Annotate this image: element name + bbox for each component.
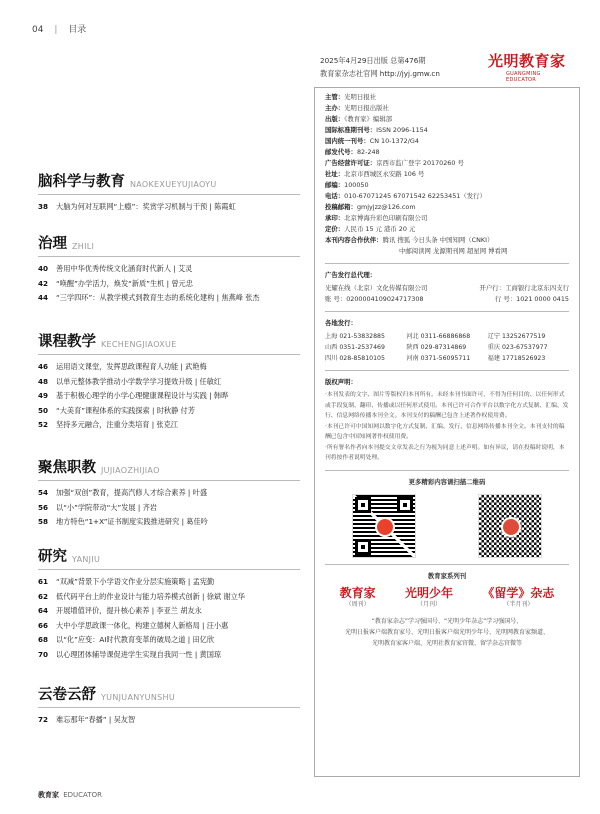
section-title: 治理	[38, 236, 67, 252]
brand-logo	[404, 585, 453, 610]
entry-title: 加强“双创”教育，提高汽修人才综合素养 | 叶盛	[56, 488, 208, 497]
masthead-row	[325, 92, 569, 103]
header-section: 目录	[68, 25, 87, 35]
page-footer	[38, 790, 102, 800]
ad-line-2	[325, 294, 569, 305]
section-heading	[38, 456, 300, 481]
entry-page: 48	[38, 376, 49, 386]
masthead-value: 京西市监广登字 20170260 号	[376, 159, 464, 167]
section-title: 研究	[38, 549, 67, 565]
masthead-row	[325, 103, 569, 114]
section-title: 聚焦职教	[38, 460, 96, 476]
toc-section	[38, 683, 300, 728]
accounts-line: “教育家杂志”学习强国号、“光明少年杂志”学习强国号、	[371, 617, 523, 625]
divider	[325, 470, 569, 471]
issue-date: 2025年4月29日出版 总第476期	[320, 56, 426, 65]
section-heading	[38, 683, 300, 708]
accounts-line: 光明教育家客户端、光明社教育家官微、留学杂志官微等	[371, 639, 522, 647]
entry-title: 大脑为何对互联网“上瘾”：奖赏学习机制与干预 | 陈霞虹	[56, 202, 236, 211]
section-pinyin: NAOKEXUEYUJIAOYU	[130, 180, 217, 189]
brand-name: 教育家	[339, 585, 376, 600]
section-heading	[38, 232, 300, 257]
entry-page: 72	[38, 715, 49, 724]
entry-page: 49	[38, 391, 49, 400]
masthead-key: 广告经营许可证：	[325, 159, 377, 167]
toc-entry[interactable]	[38, 713, 300, 728]
ad-account: 账 号：0200004109024717308	[325, 295, 424, 303]
masthead-key: 国内统一刊号：	[325, 137, 370, 145]
masthead-value: 82-248	[356, 148, 380, 156]
series-title: 教育家系列刊	[427, 571, 467, 580]
masthead-row	[325, 169, 569, 180]
entry-page: 58	[38, 517, 49, 526]
brand-logo	[339, 585, 376, 610]
copyright-block	[325, 377, 569, 464]
toc-entry[interactable]	[38, 619, 300, 634]
toc-entry[interactable]	[38, 291, 300, 306]
toc-section	[38, 330, 300, 433]
ad-title: 广告发行总代理：	[325, 271, 377, 279]
sales-contact: 河北 0311-66886868	[406, 333, 471, 340]
entry-title: 基于积极心理学的小学心理健康课程设计与实践 | 韩晔	[56, 391, 229, 400]
entry-title: 开展增值评价，提升核心素养 | 李亚兰 胡友永	[56, 606, 202, 615]
divider	[325, 263, 569, 264]
masthead-value: 光明日报出版社	[344, 104, 389, 112]
masthead-value: 《教育家》编辑部	[344, 115, 393, 123]
issue-site: 教育家杂志社官网 http://jyj.gmw.cn	[320, 69, 440, 78]
entry-title: 运用语文课堂，发挥思政课程育人功能 | 武艳梅	[56, 362, 207, 371]
brand-name: 《留学》杂志	[482, 585, 555, 600]
entry-title: 善用中华优秀传统文化涵育时代新人 | 艾灵	[56, 264, 193, 273]
entry-title: 难忘那年“春播” | 吴友智	[56, 715, 136, 724]
sales-contact: 四川 028-85810105	[325, 355, 385, 362]
copyright-para: ·本刊发表的文字、图片等版权归本刊所有。未经本刊书面许可，不得为任何目的、以任何形式或手段复制、翻印、传播或以任何形式使用。本刊已许可合作平台以数字化方式复制、汇编、发行、信息网络传播本刊全文。本刊支付的稿酬已包含上述著作权使用费。	[325, 392, 569, 419]
page-number: 04	[32, 25, 44, 35]
entry-page: 70	[38, 649, 49, 659]
toc-entry[interactable]	[38, 360, 300, 375]
brand-name: 光明少年	[404, 585, 453, 600]
entry-title: “唤醒”办学活力，焕发“新质”生机 | 曾元忠	[56, 278, 193, 288]
copyright-para: ·所有署名作者向本刊提交文章发表之行为视为同意上述声明。如有异议，请在投稿时说明，本刊将按作者说明处理。	[325, 444, 565, 461]
masthead-row	[325, 158, 569, 169]
ad-line-1	[325, 283, 569, 294]
masthead-key: 社址：	[325, 170, 345, 178]
sales-contact: 河南 0371-56095711	[406, 355, 471, 362]
logo-name: 光明教育家	[488, 52, 566, 70]
toc-entry[interactable]	[38, 418, 300, 433]
page-header	[32, 22, 86, 35]
qr-code-icon	[352, 494, 416, 558]
masthead-value: 100050	[344, 181, 369, 189]
entry-title: 大中小学思政课一体化，构建立德树人新格局 | 汪小惠	[56, 620, 229, 630]
copyright-para: ·本刊已许可中国知网以数字化方式复制、汇编、发行、信息网络传播本刊全文。本刊支付的稿酬已包含中国知网著作权使用费。	[325, 423, 565, 440]
qr-logo-icon	[501, 517, 521, 537]
masthead-row	[325, 213, 569, 224]
toc-section	[38, 232, 300, 306]
ad-agency-block	[325, 270, 569, 305]
sales-block	[325, 318, 569, 364]
brand-frequency: （周刊）	[345, 600, 370, 608]
section-pinyin: JUJIAOZHIJIAO	[101, 466, 160, 475]
masthead-key: 邮发代号：	[325, 148, 357, 156]
toc-entry[interactable]	[38, 604, 300, 619]
masthead-value: CN 10-1372/G4	[369, 137, 419, 145]
masthead-key: 电话：	[325, 192, 345, 200]
entry-title: 坚持多元融合，注重分类培育 | 张克江	[56, 420, 178, 429]
entry-title: 以“化”应变：AI时代教育变革的破局之道 | 田亿欣	[56, 635, 215, 644]
masthead-key: 定价：	[325, 225, 345, 233]
masthead-value: 光明日报社	[344, 93, 377, 101]
masthead-box	[314, 87, 580, 777]
brand-frequency: （月刊）	[416, 600, 441, 608]
entry-title: 以“小”学院带动“大”发展 | 齐岩	[56, 502, 157, 512]
sales-title: 各地发行：	[325, 319, 357, 327]
entry-title: 以心理团体辅导课促进学生实现自我同一性 | 黄国琼	[56, 649, 222, 659]
toc-entry[interactable]	[38, 648, 300, 663]
sales-grid	[325, 331, 569, 364]
ad-company: 光耀在线（北京）文化传媒有限公司	[325, 284, 428, 292]
section-heading	[38, 545, 300, 570]
toc-entry[interactable]	[38, 590, 300, 605]
entry-page: 44	[38, 293, 49, 302]
section-title: 课程教学	[38, 334, 96, 350]
divider	[325, 370, 569, 371]
sales-contact: 山西 0351-2537469	[325, 344, 385, 351]
sales-contact: 陕西 029-87314869	[406, 344, 467, 351]
entry-page: 50	[38, 405, 49, 415]
masthead-row	[325, 114, 569, 125]
masthead-key: 出版：	[325, 115, 345, 123]
ad-bank: 开户行：工商银行北京东四支行	[479, 284, 569, 292]
toc-section	[38, 545, 300, 662]
masthead-key: 邮编：	[325, 181, 345, 189]
entry-page: 61	[38, 577, 49, 586]
qr-title: 更多精彩内容请扫描二维码	[408, 477, 486, 486]
toc-entry[interactable]	[38, 501, 300, 516]
logo-english: GUANGMING EDUCATOR	[506, 71, 541, 83]
accounts-text	[325, 616, 569, 649]
masthead-row	[325, 147, 569, 158]
copyright-title: 版权声明：	[325, 378, 357, 386]
entry-title: 以单元整体教学推动小学数学学习提效升级 | 任敏红	[56, 376, 222, 386]
masthead-row	[325, 125, 569, 136]
masthead-key: 投稿邮箱：	[325, 203, 357, 211]
qr-codes	[325, 494, 569, 558]
toc-entry[interactable]	[38, 375, 300, 390]
entry-title: 地方特色“1+X”证书制度实践推进研究 | 葛佳吟	[56, 517, 208, 526]
footer-brand: 教育家	[38, 791, 59, 799]
section-pinyin: ZHILI	[72, 242, 95, 251]
toc-section	[38, 170, 300, 215]
masthead-key: 主办：	[325, 104, 345, 112]
toc-entry[interactable]	[38, 575, 300, 590]
toc-entry[interactable]	[38, 389, 300, 404]
masthead-value: 北京博海升彩色印刷有限公司	[344, 214, 428, 222]
entry-title: “三学四环”：从教学模式到教育生态的系统化建构 | 焦燕峰 张杰	[56, 293, 260, 302]
masthead-row	[325, 202, 569, 213]
masthead-value: 人民币 15 元 港币 20 元	[344, 225, 416, 233]
section-heading	[38, 170, 300, 195]
partners-line-2: 中邮阅读网 龙源期刊网 超星网 博看网	[399, 247, 508, 255]
entry-title: “大美育”课程体系的实践探索 | 时秋静 付芳	[56, 405, 195, 415]
entry-page: 68	[38, 635, 49, 644]
sales-contact: 上海 021-53832885	[325, 333, 385, 340]
entry-page: 46	[38, 362, 49, 371]
entry-title: 低代码平台上的作业设计与能力培养模式创新 | 徐斌 谢立华	[56, 591, 245, 601]
masthead-key: 承印：	[325, 214, 345, 222]
section-title: 云卷云舒	[38, 687, 96, 703]
entry-page: 52	[38, 420, 49, 429]
divider	[325, 311, 569, 312]
entry-title: “双减”背景下小学语文作业分层实施策略 | 孟宪勤	[56, 577, 215, 586]
ad-bankno: 行 号：1021 0000 0415	[494, 295, 569, 303]
toc-section	[38, 456, 300, 530]
masthead-row	[325, 191, 569, 202]
entry-page: 64	[38, 606, 49, 615]
entry-page: 40	[38, 264, 49, 273]
section-pinyin: YUNJUANYUNSHU	[101, 693, 175, 702]
guangming-educator-logo	[488, 50, 568, 83]
masthead-value: 北京市西城区永安路 106 号	[344, 170, 425, 178]
toc-entry[interactable]	[38, 277, 300, 292]
entry-page: 42	[38, 278, 49, 288]
section-pinyin: KECHENGJIAOXUE	[101, 340, 177, 349]
issue-info	[320, 54, 440, 80]
toc-entry[interactable]	[38, 515, 300, 530]
accounts-line: 光明日报客户端教育家号、光明日报客户端光明少年号、光明网教育家频道、	[344, 628, 549, 636]
masthead-info	[325, 92, 569, 246]
toc-entry[interactable]	[38, 200, 300, 215]
header-separator: |	[54, 25, 58, 35]
entry-page: 62	[38, 591, 49, 601]
masthead-row	[325, 136, 569, 147]
brand-logos	[325, 585, 569, 610]
masthead-value: gmjyjzz@126.com	[356, 203, 416, 211]
toc-entry[interactable]	[38, 262, 300, 277]
masthead-key: 本刊内容合作伙伴：	[325, 236, 383, 244]
entry-page: 66	[38, 620, 49, 630]
masthead-row	[325, 180, 569, 191]
masthead-key: 国际标准期刊号：	[325, 126, 377, 134]
sales-contact: 重庆 023-67537977	[487, 344, 548, 351]
masthead-row	[325, 235, 569, 246]
qr-logo-icon	[375, 517, 395, 537]
entry-page: 54	[38, 488, 49, 497]
sales-contact: 辽宁 13252677519	[487, 333, 546, 340]
masthead-value: ISSN 2096-1154	[376, 126, 428, 134]
entry-page: 38	[38, 202, 49, 211]
divider	[325, 564, 569, 565]
masthead-value: 腾讯 搜狐 今日头条 中国知网（CNKI）	[382, 236, 494, 244]
toc-entry[interactable]	[38, 404, 300, 419]
mini-program-code-icon	[478, 494, 542, 558]
section-pinyin: YANJIU	[72, 555, 101, 564]
section-title: 脑科学与教育	[38, 174, 125, 190]
masthead-key: 主管：	[325, 93, 345, 101]
section-heading	[38, 330, 300, 355]
sales-contact: 福建 17718526923	[487, 355, 546, 362]
entry-page: 56	[38, 502, 49, 512]
masthead-row	[325, 224, 569, 235]
footer-english: EDUCATOR	[63, 791, 102, 799]
toc-entry[interactable]	[38, 633, 300, 648]
brand-logo	[482, 585, 555, 610]
brand-frequency: （半月刊）	[503, 600, 534, 608]
masthead-value: 010-67071245 67071542 62253451（发行）	[344, 192, 486, 200]
toc-entry[interactable]	[38, 486, 300, 501]
